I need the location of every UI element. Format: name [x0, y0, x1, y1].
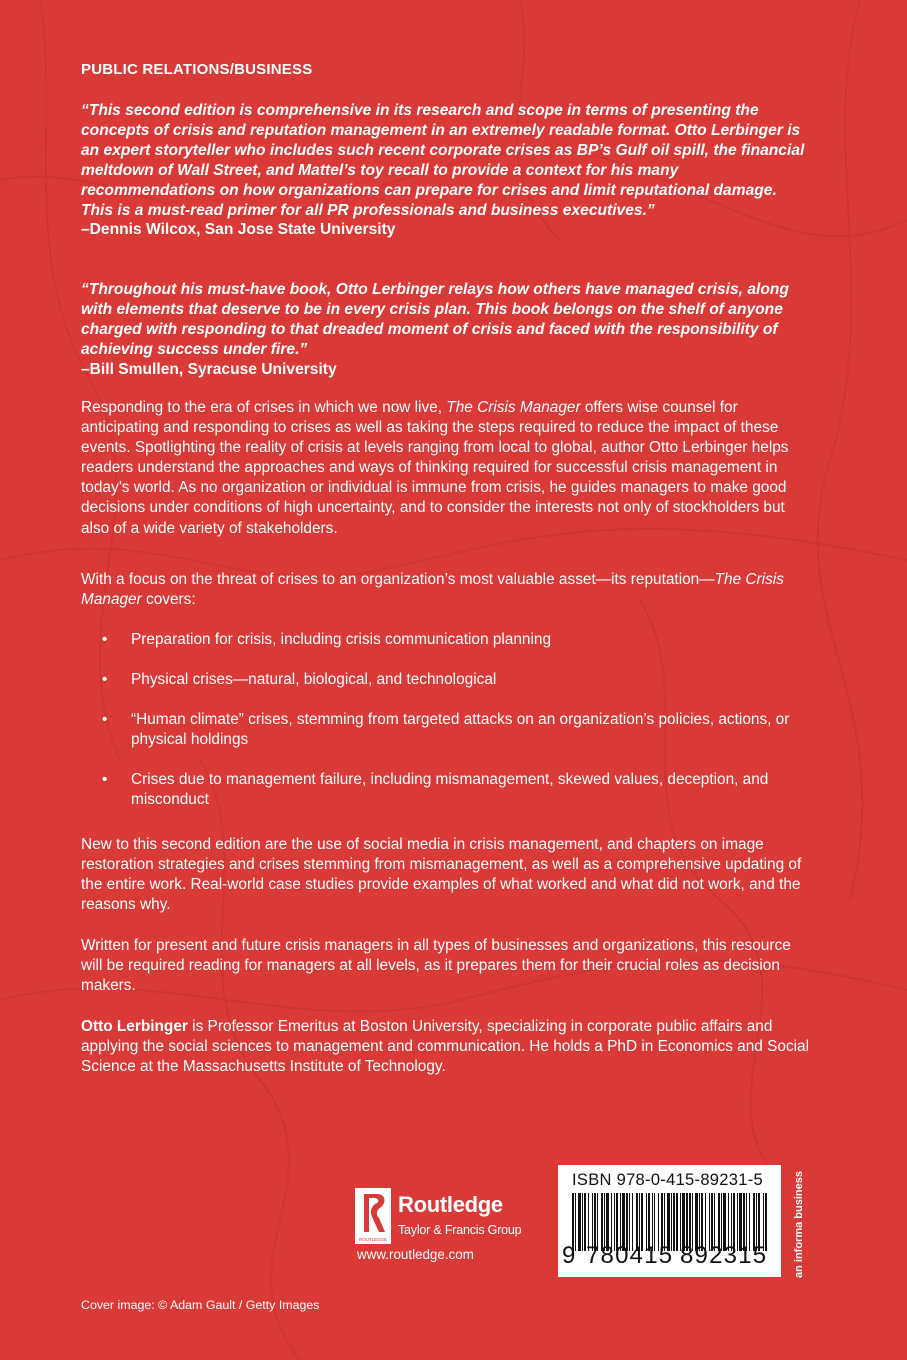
author-bio-text: is Professor Emeritus at Boston University, specializing in corporate public affairs and applying the social sciences to management and communication. He holds a PhD in Economics and Social Science at the Massachusetts Institute of Technology.	[81, 1018, 810, 1076]
category-label: PUBLIC RELATIONS/BUSINESS	[81, 61, 313, 78]
barcode-bar	[578, 1193, 581, 1251]
list-item-text: Preparation for crisis, including crisis communication planning	[131, 631, 552, 648]
list-item	[81, 710, 811, 750]
quote-2-text: “Throughout his must-have book, Otto Lerbinger relays how others have managed crisis, along with elements that deserve to be in every crisis plan. This book belongs on the shelf of anyone charged with responding to that dreaded moment of crisis and faced with the responsibility of achieving success under fire.”	[81, 281, 789, 358]
author-name: Otto Lerbinger	[81, 1018, 188, 1035]
quote-2	[81, 280, 811, 380]
cover-credit: Cover image: © Adam Gault / Getty Images	[81, 1298, 320, 1312]
intro-before: Responding to the era of crises in which we now live,	[81, 399, 447, 416]
publisher-group: Taylor & Francis Group	[398, 1223, 522, 1237]
bullet-marker: •	[102, 771, 108, 789]
bullet-marker: •	[102, 631, 108, 648]
quote-1-text: “This second edition is comprehensive in its research and scope in terms of presenting the concepts of crisis and reputation management in an extremely readable format. Otto Lerbinger is an expert storyteller who includes such recent corporate crises as BP’s Gulf oil spill, the financial meltdown of Wall Street, and Mattel’s toy recall to provide a context for his many recommendations on how organizations can prepare for crises and limit reputational damage. This is a must-read primer for all PR professionals and business executives.”	[81, 102, 805, 219]
bullet-marker: •	[102, 671, 108, 689]
publisher-name: Routledge	[398, 1192, 503, 1217]
routledge-logo-icon	[355, 1188, 391, 1244]
barcode-bar	[676, 1193, 678, 1251]
intro-paragraph	[81, 398, 811, 539]
quote-1-attribution: –Dennis Wilcox, San Jose State University	[81, 221, 396, 239]
barcode-digit-prefix: 9	[562, 1242, 576, 1269]
list-item-text: Crises due to management failure, including mismanagement, skewed values, deception, and misconduct	[131, 771, 769, 809]
intro-after: offers wise counsel for anticipating and responding to crises as well as taking the steps required to reduce the impact of these events. Spotlighting the reality of crisis at levels ranging from local to global, author Otto Lerbinger helps readers understand the approaches and ways of thinking required for successful crisis management in today’s world. As no organization or individual is immune from crisis, he guides managers to make good decisions under conditions of high uncertainty, and to consider the interests not only of stockholders but also of a wide variety of stakeholders.	[81, 399, 789, 537]
informa-badge	[793, 1168, 813, 1278]
coverage-list	[81, 630, 811, 811]
audience-paragraph: Written for present and future crisis managers in all types of businesses and organizations, this resource will be required reading for managers at all levels, as it prepares them for their crucial roles as decision makers.	[81, 937, 791, 995]
barcode-digits-right: 892315	[680, 1242, 768, 1269]
logo-wordmark: ROUTLEDGE	[359, 1237, 388, 1242]
author-bio	[81, 1017, 811, 1077]
intro-book-title: The Crisis Manager	[446, 399, 581, 416]
quote-2-attribution: –Bill Smullen, Syracuse University	[81, 360, 337, 378]
list-item	[81, 670, 811, 690]
informa-text: an informa business	[793, 1171, 805, 1278]
list-item	[81, 630, 811, 650]
barcode-bar	[582, 1193, 583, 1251]
focus-before: With a focus on the threat of crises to an organization’s most valuable asset—its reputation—	[81, 571, 715, 588]
list-item-text: Physical crises—natural, biological, and technological	[131, 671, 497, 689]
isbn-barcode	[558, 1165, 781, 1277]
focus-book-title: The Crisis Manager	[81, 571, 784, 609]
new-edition-paragraph: New to this second edition are the use of social media in crisis management, and chapters on image restoration strategies and crises stemming from mismanagement, as well as a comprehensive updating of the entire work. Real-world case studies provide examples of what worked and what did not work, and the reasons why.	[81, 836, 802, 914]
isbn-label: ISBN 978-0-415-89231-5	[572, 1171, 763, 1189]
quote-1	[81, 101, 811, 240]
publisher-block	[355, 1188, 555, 1268]
bullet-marker: •	[102, 711, 108, 729]
barcode-bar	[673, 1193, 675, 1251]
list-item	[81, 770, 811, 810]
focus-paragraph	[81, 570, 811, 610]
focus-after: covers:	[141, 591, 196, 609]
list-item-text: “Human climate” crises, stemming from targeted attacks on an organization’s policies, actions, or physical holdings	[131, 711, 790, 749]
barcode-digits-left: 780415	[586, 1242, 674, 1269]
publisher-url: www.routledge.com	[357, 1247, 474, 1262]
